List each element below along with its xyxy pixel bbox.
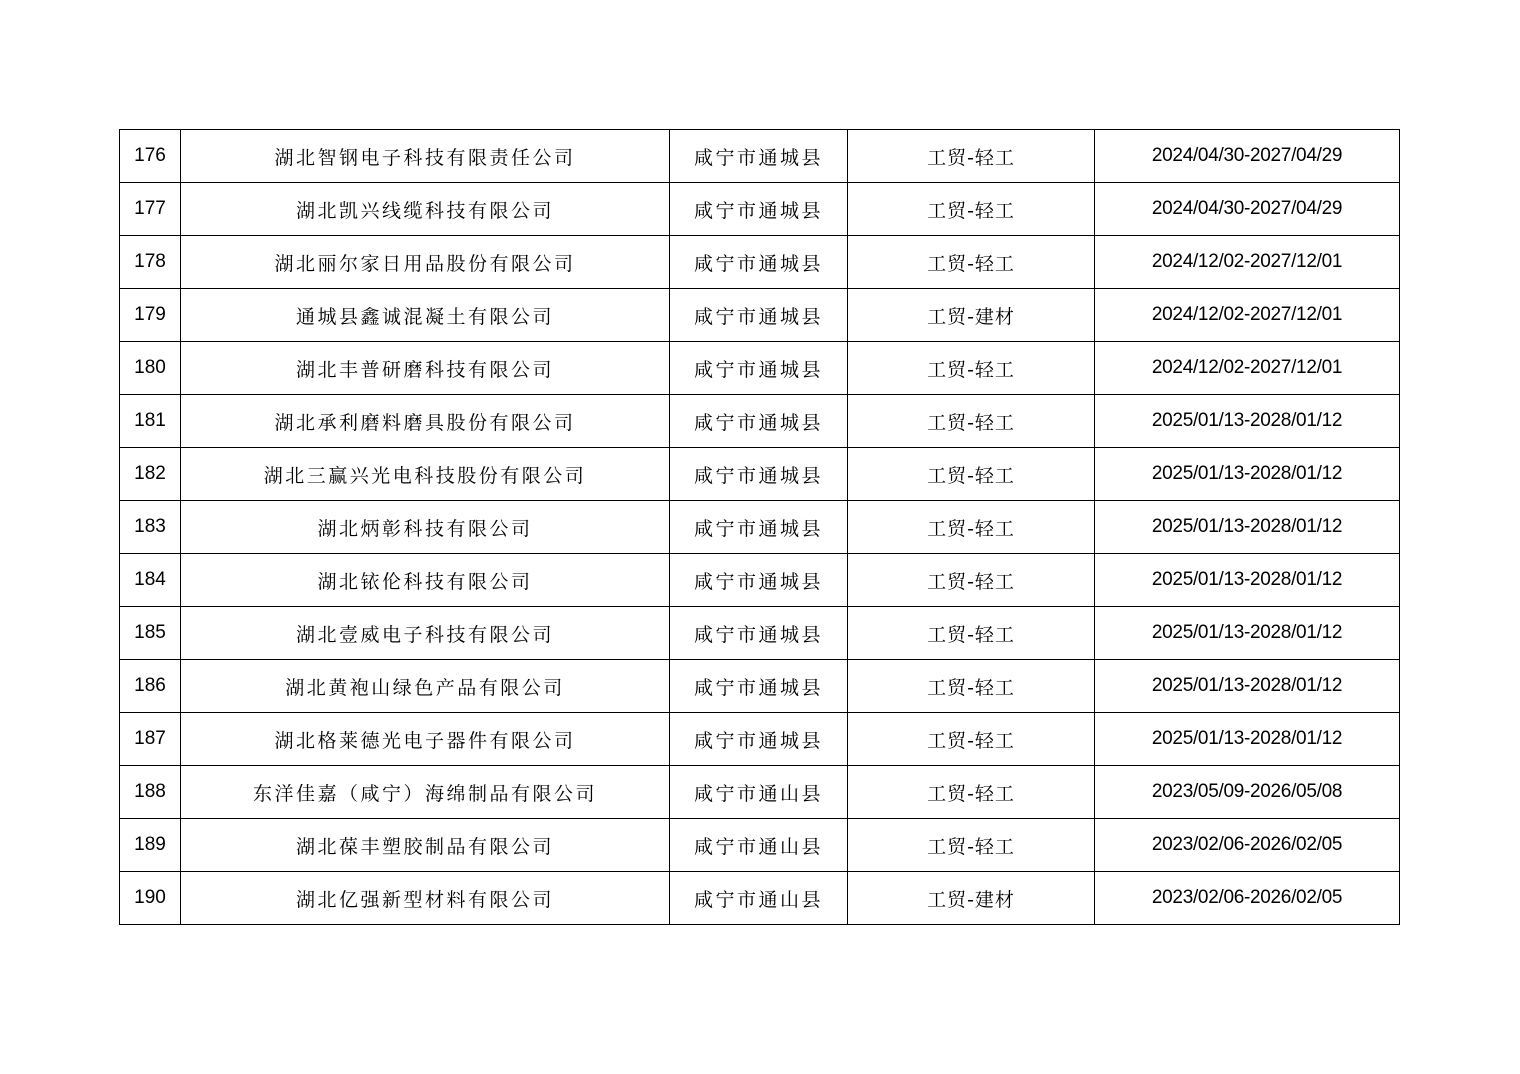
company-name-cell: 湖北丽尔家日用品股份有限公司 — [181, 236, 670, 289]
company-name-cell: 湖北格莱德光电子器件有限公司 — [181, 713, 670, 766]
validity-period-cell: 2023/02/06-2026/02/05 — [1095, 819, 1400, 872]
company-name-cell: 湖北智钢电子科技有限责任公司 — [181, 130, 670, 183]
industry-cell: 工贸-轻工 — [848, 183, 1095, 236]
industry-cell: 工贸-建材 — [848, 872, 1095, 925]
region-cell: 咸宁市通城县 — [670, 554, 848, 607]
row-number-cell: 189 — [120, 819, 181, 872]
table-row — [120, 395, 1400, 448]
company-name-cell: 湖北承利磨料磨具股份有限公司 — [181, 395, 670, 448]
validity-period-cell: 2023/05/09-2026/05/08 — [1095, 766, 1400, 819]
region-cell: 咸宁市通城县 — [670, 448, 848, 501]
industry-cell: 工贸-轻工 — [848, 130, 1095, 183]
table-row — [120, 766, 1400, 819]
region-cell: 咸宁市通城县 — [670, 130, 848, 183]
region-cell: 咸宁市通城县 — [670, 607, 848, 660]
validity-period-cell: 2025/01/13-2028/01/12 — [1095, 395, 1400, 448]
company-name-cell: 湖北炳彰科技有限公司 — [181, 501, 670, 554]
industry-cell: 工贸-轻工 — [848, 554, 1095, 607]
validity-period-cell: 2024/12/02-2027/12/01 — [1095, 289, 1400, 342]
company-name-cell: 湖北黄袍山绿色产品有限公司 — [181, 660, 670, 713]
industry-cell: 工贸-轻工 — [848, 660, 1095, 713]
validity-period-cell: 2025/01/13-2028/01/12 — [1095, 660, 1400, 713]
row-number-cell: 190 — [120, 872, 181, 925]
company-name-cell: 湖北凯兴线缆科技有限公司 — [181, 183, 670, 236]
industry-cell: 工贸-轻工 — [848, 501, 1095, 554]
row-number-cell: 184 — [120, 554, 181, 607]
region-cell: 咸宁市通山县 — [670, 872, 848, 925]
industry-cell: 工贸-轻工 — [848, 448, 1095, 501]
row-number-cell: 182 — [120, 448, 181, 501]
industry-cell: 工贸-轻工 — [848, 236, 1095, 289]
table-row — [120, 183, 1400, 236]
industry-cell: 工贸-轻工 — [848, 713, 1095, 766]
row-number-cell: 185 — [120, 607, 181, 660]
industry-cell: 工贸-轻工 — [848, 766, 1095, 819]
region-cell: 咸宁市通城县 — [670, 395, 848, 448]
company-name-cell: 湖北壹威电子科技有限公司 — [181, 607, 670, 660]
row-number-cell: 186 — [120, 660, 181, 713]
table-row — [120, 130, 1400, 183]
table-row — [120, 289, 1400, 342]
table-row — [120, 872, 1400, 925]
company-name-cell: 通城县鑫诚混凝土有限公司 — [181, 289, 670, 342]
validity-period-cell: 2024/04/30-2027/04/29 — [1095, 183, 1400, 236]
industry-cell: 工贸-轻工 — [848, 395, 1095, 448]
table-row — [120, 660, 1400, 713]
row-number-cell: 179 — [120, 289, 181, 342]
row-number-cell: 178 — [120, 236, 181, 289]
table-row — [120, 501, 1400, 554]
table-body — [120, 130, 1400, 925]
table-row — [120, 554, 1400, 607]
row-number-cell: 176 — [120, 130, 181, 183]
validity-period-cell: 2025/01/13-2028/01/12 — [1095, 554, 1400, 607]
company-name-cell: 湖北葆丰塑胶制品有限公司 — [181, 819, 670, 872]
validity-period-cell: 2024/04/30-2027/04/29 — [1095, 130, 1400, 183]
row-number-cell: 187 — [120, 713, 181, 766]
row-number-cell: 183 — [120, 501, 181, 554]
table-row — [120, 236, 1400, 289]
region-cell: 咸宁市通城县 — [670, 713, 848, 766]
validity-period-cell: 2025/01/13-2028/01/12 — [1095, 448, 1400, 501]
region-cell: 咸宁市通城县 — [670, 289, 848, 342]
row-number-cell: 188 — [120, 766, 181, 819]
company-name-cell: 湖北亿强新型材料有限公司 — [181, 872, 670, 925]
region-cell: 咸宁市通城县 — [670, 501, 848, 554]
company-name-cell: 湖北铱伦科技有限公司 — [181, 554, 670, 607]
table-row — [120, 819, 1400, 872]
region-cell: 咸宁市通城县 — [670, 236, 848, 289]
company-name-cell: 湖北三赢兴光电科技股份有限公司 — [181, 448, 670, 501]
row-number-cell: 180 — [120, 342, 181, 395]
validity-period-cell: 2023/02/06-2026/02/05 — [1095, 872, 1400, 925]
industry-cell: 工贸-轻工 — [848, 819, 1095, 872]
validity-period-cell: 2025/01/13-2028/01/12 — [1095, 713, 1400, 766]
table-row — [120, 607, 1400, 660]
validity-period-cell: 2024/12/02-2027/12/01 — [1095, 236, 1400, 289]
row-number-cell: 177 — [120, 183, 181, 236]
table-row — [120, 342, 1400, 395]
company-name-cell: 湖北丰普研磨科技有限公司 — [181, 342, 670, 395]
enterprise-table — [119, 129, 1400, 925]
region-cell: 咸宁市通城县 — [670, 183, 848, 236]
row-number-cell: 181 — [120, 395, 181, 448]
table-row — [120, 448, 1400, 501]
table-row — [120, 713, 1400, 766]
validity-period-cell: 2024/12/02-2027/12/01 — [1095, 342, 1400, 395]
validity-period-cell: 2025/01/13-2028/01/12 — [1095, 607, 1400, 660]
validity-period-cell: 2025/01/13-2028/01/12 — [1095, 501, 1400, 554]
region-cell: 咸宁市通城县 — [670, 342, 848, 395]
industry-cell: 工贸-轻工 — [848, 607, 1095, 660]
region-cell: 咸宁市通城县 — [670, 660, 848, 713]
region-cell: 咸宁市通山县 — [670, 766, 848, 819]
industry-cell: 工贸-轻工 — [848, 342, 1095, 395]
region-cell: 咸宁市通山县 — [670, 819, 848, 872]
industry-cell: 工贸-建材 — [848, 289, 1095, 342]
company-name-cell: 东洋佳嘉（咸宁）海绵制品有限公司 — [181, 766, 670, 819]
